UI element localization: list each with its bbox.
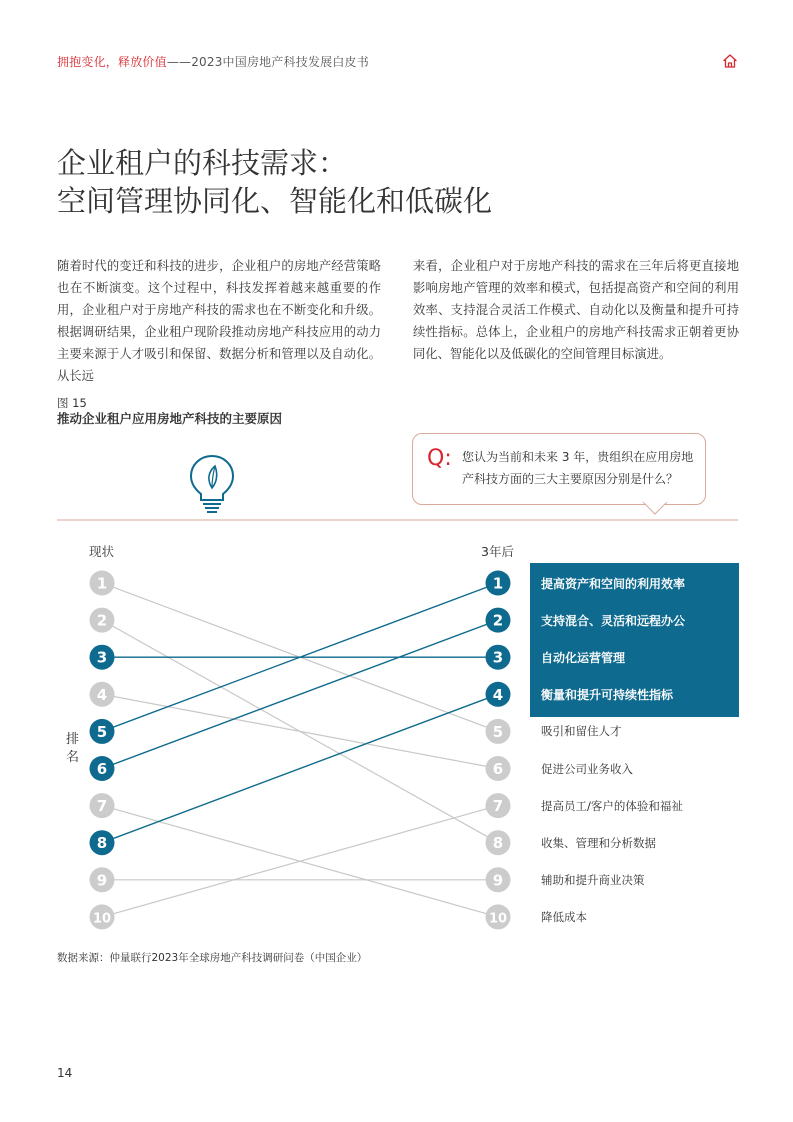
future-rank-number: 1 [492, 574, 504, 593]
question-text: 您认为当前和未来 3 年，贵组织在应用房地产科技方面的三大主要原因分别是什么？ [462, 450, 694, 486]
reason-label-3: 自动化运营管理 [541, 651, 626, 666]
reason-label-7: 提高员工/客户的体验和福祉 [541, 798, 683, 813]
future-rank-number: 2 [492, 611, 504, 630]
current-rank-node-7 [90, 793, 115, 818]
page-number: 14 [57, 1066, 73, 1080]
current-rank-node-3 [90, 645, 115, 670]
future-rank-node-3 [486, 645, 511, 670]
current-rank-node-5 [90, 719, 115, 744]
current-rank-number: 9 [96, 871, 108, 890]
rank-link-6-to-2 [102, 620, 498, 768]
current-column-header: 现状 [89, 544, 115, 559]
current-rank-number: 7 [96, 797, 108, 816]
rank-link-8-to-4 [102, 694, 498, 842]
figure-title: 推动企业租户应用房地产科技的主要原因 [57, 411, 283, 426]
current-rank-number: 8 [96, 834, 108, 853]
current-rank-number: 10 [92, 911, 112, 927]
reason-label-1: 提高资产和空间的利用效率 [541, 577, 686, 591]
future-rank-node-8 [486, 830, 511, 855]
current-rank-node-2 [90, 608, 115, 633]
future-rank-number: 10 [488, 911, 508, 927]
body-paragraph-right: 来看，企业租户对于房地产科技的需求在三年后将更直接地影响房地产管理的效率和模式，包括提高资产和空间的利用效率、支持混合灵活工作模式、自动化以及衡量和提升可持续性指标。总体上，企业租户的房地产科技需求正朝着更协同化、智能化以及低碳化的空间管理目标演进。 [413, 259, 739, 361]
current-rank-node-10 [90, 904, 115, 929]
future-rank-number: 7 [492, 797, 504, 816]
future-rank-node-5 [486, 719, 511, 744]
current-rank-node-9 [90, 867, 115, 892]
future-rank-node-2 [486, 608, 511, 633]
future-rank-number: 5 [492, 722, 504, 741]
current-rank-number: 4 [96, 685, 108, 704]
future-rank-number: 3 [492, 648, 504, 667]
reason-label-9: 辅助和提升商业决策 [541, 872, 645, 887]
future-column-header: 3年后 [481, 544, 514, 559]
section-title-line2: 空间管理协同化、智能化和低碳化 [57, 184, 493, 218]
running-header-highlight: 拥抱变化，释放价值 [57, 55, 167, 69]
question-mark-label: Q: [427, 446, 452, 471]
section-title-line1: 企业租户的科技需求： [57, 146, 348, 180]
future-rank-node-9 [486, 867, 511, 892]
current-rank-node-1 [90, 571, 115, 596]
future-rank-node-10 [486, 904, 511, 929]
future-rank-number: 4 [492, 685, 504, 704]
current-rank-number: 2 [96, 611, 108, 630]
future-rank-node-7 [486, 793, 511, 818]
current-rank-node-6 [90, 756, 115, 781]
body-paragraph-left: 随着时代的变迁和科技的进步，企业租户的房地产经营策略也在不断演变。这个过程中，科技发挥着越来越重要的作用，企业租户对于房地产科技的需求也在不断变化和升级。根据调研结果，企业租户现阶段推动房地产科技应用的动力主要来源于人才吸引和保留、数据分析和管理以及自动化。从长远 [57, 259, 381, 383]
reason-label-6: 促进公司业务收入 [541, 761, 633, 776]
future-rank-node-1 [486, 571, 511, 596]
bubble-tail [643, 502, 667, 514]
future-rank-number: 9 [492, 871, 504, 890]
rank-link-4-to-6 [102, 694, 498, 768]
current-rank-node-4 [90, 682, 115, 707]
current-rank-number: 6 [96, 760, 108, 778]
future-rank-node-4 [486, 682, 511, 707]
current-rank-node-8 [90, 830, 115, 855]
current-rank-number: 5 [96, 722, 108, 741]
future-rank-number: 6 [492, 760, 504, 778]
current-rank-number: 1 [96, 574, 108, 593]
rank-axis-label: 排名 [66, 732, 80, 765]
reason-label-8: 收集、管理和分析数据 [541, 835, 656, 850]
future-rank-node-6 [486, 756, 511, 781]
current-rank-number: 3 [96, 648, 108, 667]
running-header-title: ——2023中国房地产科技发展白皮书 [166, 55, 369, 69]
future-rank-number: 8 [492, 834, 504, 853]
reason-label-5: 吸引和留住人才 [541, 724, 622, 739]
reason-label-4: 衡量和提升可持续性指标 [541, 688, 674, 703]
figure-number: 图 15 [57, 396, 87, 410]
data-source-note: 数据来源：仲量联行2023年全球房地产科技调研问卷（中国企业） [57, 952, 368, 964]
reason-label-10: 降低成本 [541, 909, 587, 924]
reason-label-2: 支持混合、灵活和远程办公 [541, 614, 686, 629]
